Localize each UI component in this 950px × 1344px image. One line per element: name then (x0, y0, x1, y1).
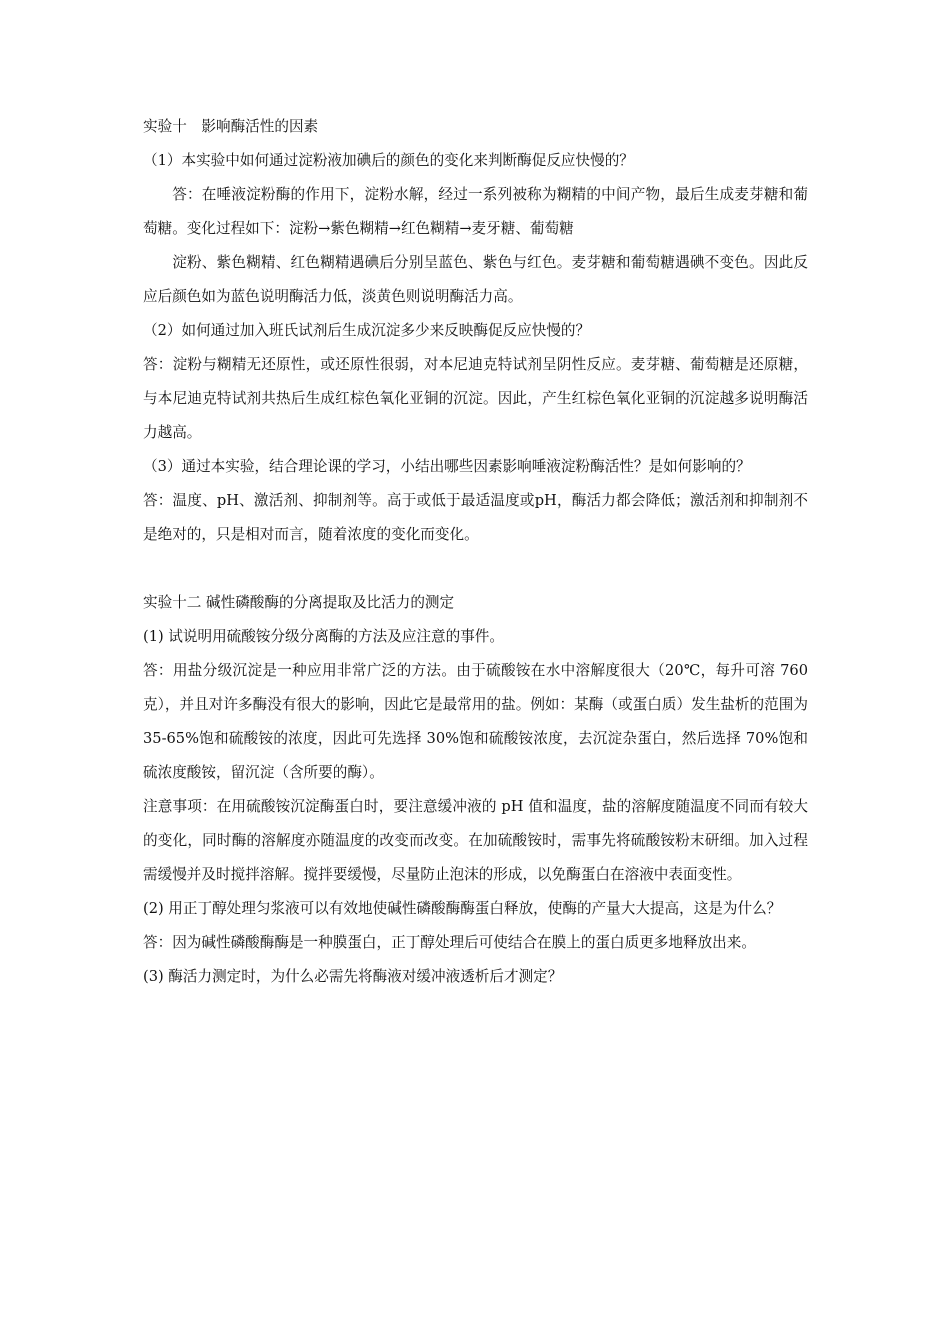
answer-1: 答：用盐分级沉淀是一种应用非常广泛的方法。由于硫酸铵在水中溶解度很大（20℃，每升可溶 760 克），并且对许多酶没有很大的影响，因此它是最常用的盐。例如：某酶（或蛋白质）发生盐析的范围为 35-65%饱和硫酸铵的浓度，因此可先选择 30%饱和硫酸铵浓度，去沉淀杂蛋白，然后选择 70%饱和硫浓度酸铵，留沉淀（含所要的酶）。 (143, 662, 808, 781)
question-2: (2) 用正丁醇处理匀浆液可以有效地使碱性磷酸酶酶蛋白释放，使酶的产量大大提高，这是为什么？ (143, 900, 782, 917)
answer-3: 答：温度、pH、激活剂、抑制剂等。高于或低于最适温度或pH，酶活力都会降低；激活剂和抑制剂不是绝对的，只是相对而言，随着浓度的变化而变化。 (143, 492, 808, 543)
section-title-experiment-10: 实验十 影响酶活性的因素 (143, 118, 319, 135)
question-1: (1) 试说明用硫酸铵分级分离酶的方法及应注意的事件。 (143, 628, 504, 645)
section-spacer (143, 552, 808, 586)
question-1: （1）本实验中如何通过淀粉液加碘后的颜色的变化来判断酶促反应快慢的？ (143, 152, 634, 169)
answer-2: 答：因为碱性磷酸酶酶是一种膜蛋白，正丁醇处理后可使结合在膜上的蛋白质更多地释放出来。 (143, 934, 756, 951)
answer-2: 答：淀粉与糊精无还原性，或还原性很弱，对本尼迪克特试剂呈阴性反应。麦芽糖、葡萄糖是还原糖，与本尼迪克特试剂共热后生成红棕色氧化亚铜的沉淀。因此，产生红棕色氧化亚铜的沉淀越多说明酶活力越高。 (143, 356, 808, 441)
answer-1-continued: 淀粉、紫色糊精、红色糊精遇碘后分别呈蓝色、紫色与红色。麦芽糖和葡萄糖遇碘不变色。因此反应后颜色如为蓝色说明酶活力低，淡黄色则说明酶活力高。 (143, 254, 808, 305)
notes-paragraph: 注意事项：在用硫酸铵沉淀酶蛋白时，要注意缓冲液的 pH 值和温度，盐的溶解度随温度不同而有较大的变化，同时酶的溶解度亦随温度的改变而改变。在加硫酸铵时，需事先将硫酸铵粉末研细。加入过程需缓慢并及时搅拌溶解。搅拌要缓慢，尽量防止泡沫的形成，以免酶蛋白在溶液中表面变性。 (143, 798, 808, 883)
section-title-experiment-12: 实验十二 碱性磷酸酶的分离提取及比活力的测定 (143, 594, 455, 611)
question-2: （2）如何通过加入班氏试剂后生成沉淀多少来反映酶促反应快慢的？ (143, 322, 591, 339)
document-body (143, 110, 808, 994)
question-3: (3) 酶活力测定时，为什么必需先将酶液对缓冲液透析后才测定？ (143, 968, 563, 985)
answer-1: 答：在唾液淀粉酶的作用下，淀粉水解，经过一系列被称为糊精的中间产物，最后生成麦芽糖和葡萄糖。变化过程如下：淀粉→紫色糊精→红色糊精→麦牙糖、葡萄糖 (143, 186, 808, 237)
question-3: （3）通过本实验，结合理论课的学习，小结出哪些因素影响唾液淀粉酶活性？是如何影响的？ (143, 458, 751, 475)
